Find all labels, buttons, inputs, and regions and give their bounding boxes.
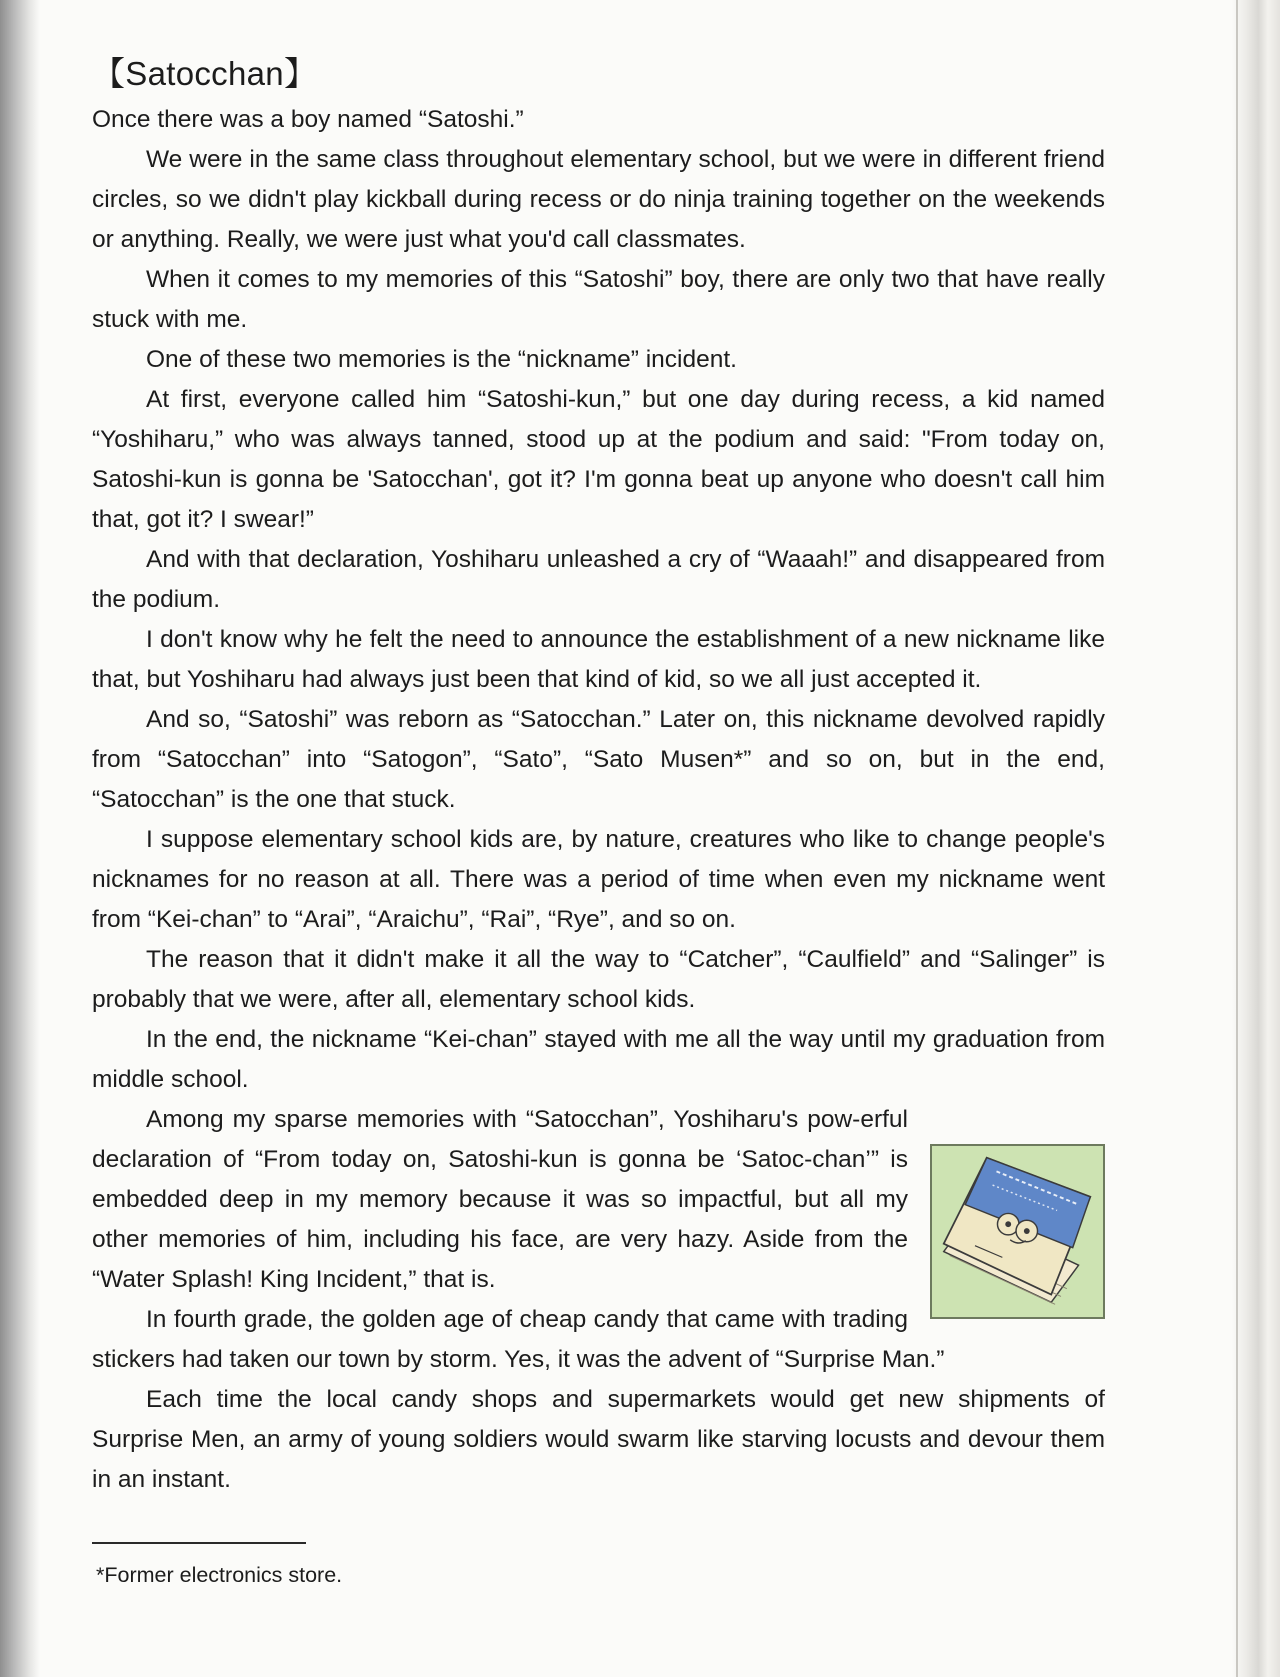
paragraph: And so, “Satoshi” was reborn as “Satocchan.” Later on, this nickname devolved rapidly from “Satocchan” into “Satogon”, “Sato”, “Sato Musen*” and so on, but in the end, “Satocchan” is the one that stuck. <box>92 706 1105 813</box>
paragraph: I suppose elementary school kids are, by nature, creatures who like to change people's nicknames for no reason at all. There was a period of time when even my nickname went from “Kei-chan” to “Arai”, “Araichu”, “Rai”, “Rye”, and so on. <box>92 826 1105 933</box>
book-icon <box>930 1144 1105 1319</box>
book-illustration <box>930 1144 1105 1319</box>
paragraph: When it comes to my memories of this “Satoshi” boy, there are only two that have really stuck with me. <box>92 266 1105 333</box>
paragraph: Once there was a boy named “Satoshi.” <box>92 106 524 133</box>
page-edge-line <box>1236 0 1238 1677</box>
chapter-title: 【Satocchan】 <box>92 55 318 92</box>
paragraph: In fourth grade, the golden age of cheap candy that came with trading stickers had taken our town by storm. Yes, it was the advent of “Surprise Man.” <box>92 1306 945 1373</box>
page-body <box>92 52 1105 1500</box>
paragraph: We were in the same class throughout elementary school, but we were in different friend circles, so we didn't play kickball during recess or do ninja training together on the weekends or anything. Really, we were just what you'd call classmates. <box>92 146 1105 253</box>
page-right-edge <box>1232 0 1280 1677</box>
paragraph: The reason that it didn't make it all the way to “Catcher”, “Caulfield” and “Salinger” is probably that we were, after all, elementary school kids. <box>92 946 1105 1013</box>
paragraph: And with that declaration, Yoshiharu unleashed a cry of “Waaah!” and disappeared from the podium. <box>92 546 1105 613</box>
page-gutter-shadow <box>0 0 40 1677</box>
paragraph: At first, everyone called him “Satoshi-kun,” but one day during recess, a kid named “Yoshiharu,” who was always tanned, stood up at the podium and said: "From today on, Satoshi-kun is gonna be 'Satocchan', got it? I'm gonna beat up anyone who doesn't call him that, got it? I swear!” <box>92 386 1105 533</box>
paragraph: One of these two memories is the “nickname” incident. <box>146 346 737 373</box>
paragraph: I don't know why he felt the need to announce the establishment of a new nickname like that, but Yoshiharu had always just been that kind of kid, so we all just accepted it. <box>92 626 1105 693</box>
footnote-divider <box>92 1542 306 1544</box>
footnote: *Former electronics store. <box>96 1563 343 1587</box>
paragraph: Among my sparse memories with “Satocchan”, Yoshiharu's pow-erful declaration of “From today on, Satoshi-kun is gonna be ‘Satoc-chan’” is embedded deep in my memory because it was so impactful, but all my other memories of him, including his face, are very hazy. Aside from the “Water Splash! King Incident,” that is. <box>92 1106 908 1293</box>
paragraph: Each time the local candy shops and supermarkets would get new shipments of Surprise Men, an army of young soldiers would swarm like starving locusts and devour them in an instant. <box>92 1386 1105 1493</box>
paragraph: In the end, the nickname “Kei-chan” stayed with me all the way until my graduation from middle school. <box>92 1026 1105 1093</box>
